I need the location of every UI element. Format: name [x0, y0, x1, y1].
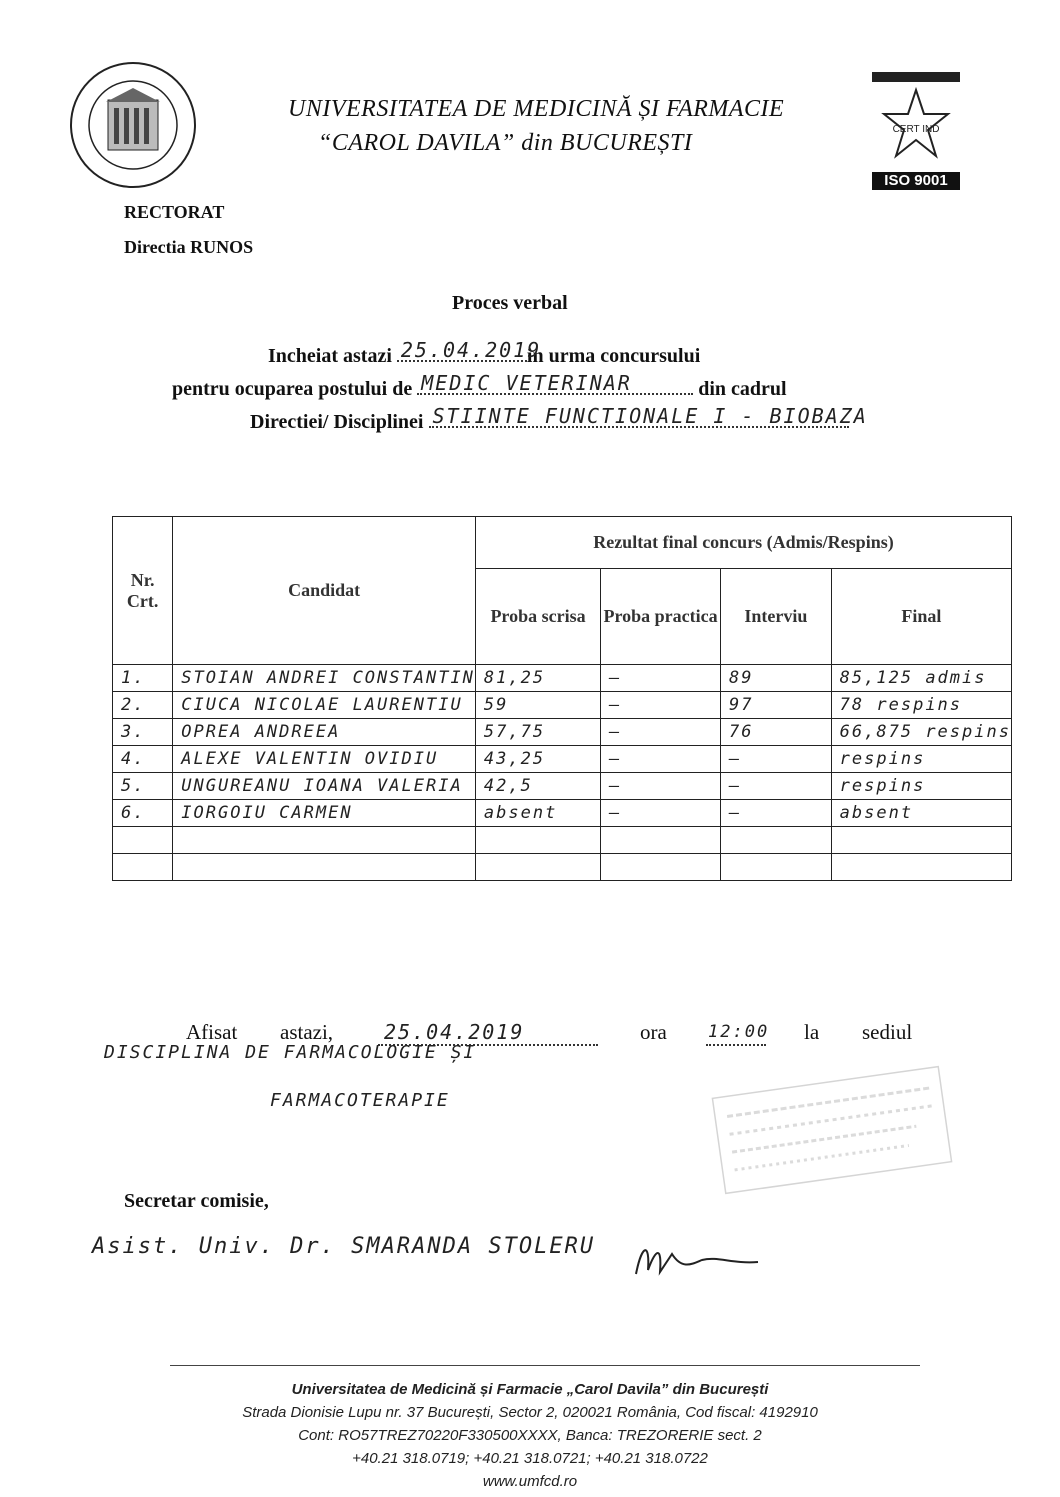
table-row: [113, 800, 1012, 827]
la-label: la: [804, 1020, 820, 1044]
secretar-name: Asist. Univ. Dr. SMARANDA STOLERU: [92, 1234, 596, 1259]
cell-candidat: STOIAN ANDREI CONSTANTIN: [173, 665, 476, 692]
university-seal-logo: [68, 60, 198, 190]
cell-nr: 4.: [113, 746, 173, 773]
cell-practica: [601, 827, 721, 854]
cell-scrisa: absent: [475, 800, 600, 827]
cell-practica: [601, 854, 721, 881]
cell-practica: —: [601, 665, 721, 692]
footer-account: Cont: RO57TREZ70220F330500XXXX, Banca: TREZORERIE sect. 2: [298, 1427, 762, 1444]
cell-scrisa: 57,75: [475, 719, 600, 746]
cell-nr: 3.: [113, 719, 173, 746]
signature-icon: [632, 1234, 762, 1284]
cell-practica: —: [601, 692, 721, 719]
directia-label: Directia RUNOS: [124, 237, 254, 257]
cell-interviu: —: [721, 773, 832, 800]
cell-interviu: —: [721, 746, 832, 773]
table-row: [113, 773, 1012, 800]
cell-practica: —: [601, 773, 721, 800]
secretar-label: Secretar comisie,: [124, 1190, 269, 1212]
footer-line1: Universitatea de Medicină și Farmacie „Carol Davila” din București: [291, 1381, 769, 1398]
concurs-date: 25.04.2019: [400, 338, 542, 362]
cell-scrisa: 81,25: [475, 665, 600, 692]
header-candidat: Candidat: [173, 517, 476, 665]
rectorat-label: RECTORAT: [124, 202, 225, 222]
cell-nr: [113, 827, 173, 854]
cell-candidat: [173, 827, 476, 854]
footer-address: Strada Dionisie Lupu nr. 37 București, Sector 2, 020021 România, Cod fiscal: 4192910: [242, 1404, 818, 1421]
cell-candidat: [173, 854, 476, 881]
cell-interviu: 97: [721, 692, 832, 719]
cert-star-icon: [880, 86, 952, 168]
results-table: [112, 516, 1012, 881]
table-row: [113, 719, 1012, 746]
cell-scrisa: [475, 827, 600, 854]
cell-candidat: OPREA ANDREEA: [173, 719, 476, 746]
afisat-date: 25.04.2019: [384, 1020, 525, 1044]
cell-final: 66,875 respins: [831, 719, 1011, 746]
sediul-label: sediul: [862, 1020, 913, 1044]
table-row: [113, 746, 1012, 773]
cell-candidat: ALEXE VALENTIN OVIDIU: [173, 746, 476, 773]
intro-line2-prefix: pentru ocuparea postului de: [172, 378, 413, 400]
ora-field: [706, 1020, 770, 1046]
cell-final: [831, 854, 1011, 881]
cell-scrisa: 59: [475, 692, 600, 719]
cell-nr: 6.: [113, 800, 173, 827]
footer-phones: +40.21 318.0719; +40.21 318.0721; +40.21 318.0722: [352, 1450, 708, 1467]
cell-practica: —: [601, 746, 721, 773]
cert-label: CERT IND: [892, 124, 940, 135]
cell-interviu: —: [721, 800, 832, 827]
afisat-location-line2: FARMACOTERAPIE: [270, 1090, 450, 1111]
intro-line-2: [172, 371, 787, 401]
ora-value: 12:00: [708, 1022, 770, 1042]
intro-line-3: [250, 404, 868, 434]
table-row: [113, 854, 1012, 881]
astazi-label: astazi,: [280, 1020, 334, 1044]
cell-candidat: IORGOIU CARMEN: [173, 800, 476, 827]
afisat-location-line1: DISCIPLINA DE FARMACOLOGIE ȘI: [104, 1042, 477, 1063]
cell-interviu: 76: [721, 719, 832, 746]
cell-nr: [113, 854, 173, 881]
cell-final: 85,125 admis: [831, 665, 1011, 692]
cell-interviu: [721, 827, 832, 854]
cert-top-bar: [872, 72, 960, 82]
table-row: [113, 692, 1012, 719]
table-row: [113, 665, 1012, 692]
cell-interviu: 89: [721, 665, 832, 692]
cell-final: 78 respins: [831, 692, 1011, 719]
iso-certification-logo: [872, 72, 960, 192]
ora-label: ora: [640, 1020, 667, 1044]
cell-scrisa: 43,25: [475, 746, 600, 773]
footer-divider: [170, 1365, 920, 1366]
cell-final: absent: [831, 800, 1011, 827]
intro-line1-prefix: Incheiat astazi: [268, 345, 392, 367]
intro-line1-suffix: in urma concursului: [526, 345, 701, 367]
post-title: MEDIC VETERINAR: [421, 371, 632, 395]
cell-nr: 2.: [113, 692, 173, 719]
header-interviu: Interviu: [721, 569, 832, 665]
header-proba-practica: Proba practica: [601, 569, 721, 665]
intro-line3-prefix: Directiei/ Disciplinei: [250, 411, 424, 433]
university-title-line1: UNIVERSITATEA DE MEDICINĂ ȘI FARMACIE: [288, 96, 785, 122]
cell-final: respins: [831, 773, 1011, 800]
header-final: Final: [831, 569, 1011, 665]
header-rezultat: Rezultat final concurs (Admis/Respins): [475, 517, 1011, 569]
cell-scrisa: 42,5: [475, 773, 600, 800]
cell-final: [831, 827, 1011, 854]
document-title: Proces verbal: [452, 292, 568, 314]
cell-candidat: CIUCA NICOLAE LAURENTIU: [173, 692, 476, 719]
intro-line-1: [268, 338, 701, 368]
faint-stamp: [710, 1064, 954, 1195]
cell-practica: —: [601, 800, 721, 827]
cell-practica: —: [601, 719, 721, 746]
cell-nr: 1.: [113, 665, 173, 692]
discipline-name: STIINTE FUNCTIONALE I - BIOBAZA: [432, 404, 868, 428]
cell-candidat: UNGUREANU IOANA VALERIA: [173, 773, 476, 800]
iso-badge: ISO 9001: [872, 172, 960, 190]
cell-final: respins: [831, 746, 1011, 773]
footer-website: www.umfcd.ro: [482, 1473, 578, 1490]
intro-line2-suffix: din cadrul: [698, 378, 787, 400]
university-title-line2: “CAROL DAVILA” din BUCUREȘTI: [318, 130, 693, 156]
table-row: [113, 827, 1012, 854]
header-proba-scrisa: Proba scrisa: [475, 569, 600, 665]
footer: [0, 1378, 1060, 1493]
cell-scrisa: [475, 854, 600, 881]
header-nr-crt: Nr. Crt.: [113, 517, 173, 665]
cell-interviu: [721, 854, 832, 881]
university-title: [288, 92, 848, 160]
cell-nr: 5.: [113, 773, 173, 800]
afisat-label: Afisat: [186, 1020, 238, 1044]
